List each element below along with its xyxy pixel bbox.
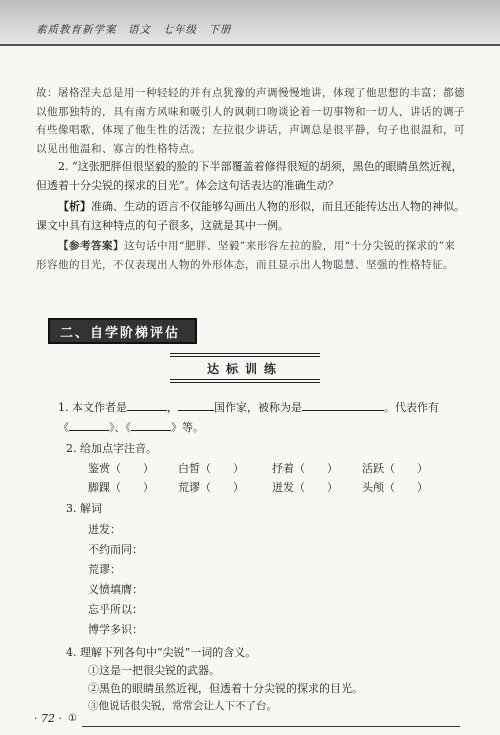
pinyin-item: 活跃（ ） (362, 462, 428, 475)
pinyin-item: 头颅（ ） (362, 481, 428, 494)
vocab-word: 不约而同： (88, 543, 143, 556)
q1-text-3: 国作家，被称为是 (214, 401, 302, 414)
analysis-label: 【析】 (58, 200, 91, 213)
vocab-word: 义愤填膺： (88, 583, 143, 596)
question-2: 2. “这张肥胖但很坚毅的脸的下半部覆盖着修得很短的胡须，黑色的眼睛虽然近视，但透着十分尖锐的探求的目光”。体会这句话表达的准确生动？ (36, 160, 463, 192)
analysis-text: 准确、生动的语言不仅能够勾画出人物的形似，而且还能传达出人物的神似。课文中具有这种特点的句子很多，这就是其中一例。 (36, 200, 465, 232)
section-banner (48, 318, 197, 344)
q1-text-2: ， (167, 401, 178, 414)
q1-text-5: 《 (58, 421, 69, 434)
pinyin-item: 荒谬（ ） (178, 481, 244, 494)
answer-line[interactable] (82, 712, 460, 727)
subtitle-box (170, 353, 320, 383)
section-banner-text: 二、自学阶梯评估 (60, 326, 181, 341)
page-header (0, 0, 500, 42)
pinyin-item: 鉴赏（ ） (88, 462, 154, 475)
subtitle-bottom-line-2 (170, 382, 320, 383)
sentence: ②黑色的眼睛虽然近视，但透着十分尖锐的探求的目光。 (88, 682, 363, 695)
question-1-line-2 (58, 418, 204, 437)
answer-mark: ① (68, 713, 77, 724)
analysis-paragraph-2 (36, 197, 466, 235)
vocab-word: 迸发： (88, 523, 121, 536)
question-4: 4. 理解下列各句中“尖锐”一词的含义。 (66, 646, 257, 659)
subtitle-bottom-line (170, 379, 320, 380)
blank-country[interactable] (178, 398, 214, 411)
sentence: ①这是一把很尖锐的武器。 (88, 664, 220, 677)
answer-text: 这句话中用“肥胖、坚毅”来形容左拉的脸，用“十分尖锐的探求的”来形容他的目光，不仅表现出人物的外形体态，而且显示出人物聪慧、坚强的性格特征。 (36, 240, 456, 271)
question-1 (58, 398, 439, 417)
subtitle: 达标训练 (206, 362, 283, 376)
pinyin-item: 迸发（ ） (272, 481, 338, 494)
sentence: ③他说话很尖锐，常常会让人下不了台。 (88, 700, 277, 712)
vocab-word: 博学多识： (88, 623, 143, 636)
blank-work-1[interactable] (69, 418, 109, 431)
blank-title[interactable] (302, 398, 384, 411)
page-number: · 72 · (34, 712, 62, 725)
subtitle-top-line-2 (170, 356, 320, 357)
vocab-word: 荒谬： (88, 563, 121, 576)
question-3: 3. 解词 (66, 502, 102, 515)
q1-text-4: 。代表作有 (384, 401, 439, 414)
pinyin-item: 白皙（ ） (178, 462, 244, 475)
q1-text-7: 》等。 (171, 421, 204, 434)
q1-text-6: 》、《 (109, 421, 131, 434)
blank-author[interactable] (127, 398, 167, 411)
blank-work-2[interactable] (131, 418, 171, 431)
q1-text-1: 1. 本文作者是 (58, 401, 127, 414)
pinyin-item: 脚踝（ ） (88, 481, 154, 494)
analysis-paragraph-1: 故：屠格涅夫总是用一种轻轻的并有点犹豫的声调慢慢地讲，体现了他思想的丰富；都德以他那独特的，具有南方风味和吸引人的讽刺口吻谈论着一切事物和一切人，讲话的调子有些像唱歌，体现了他生性的活泼；左拉很少讲话，声调总是很平静，句子也很温和，可以见出他温和、寡言的性格特点。 (36, 87, 465, 155)
reference-answer (36, 237, 466, 274)
answer-label: 【参考答案】 (58, 240, 124, 252)
subtitle-top-line (170, 353, 320, 354)
question-2b: 2. 给加点字注音。 (66, 442, 157, 455)
vocab-word: 忘乎所以： (88, 603, 143, 616)
header-title: 素质教育新学案 语文 七年级 下册 (36, 24, 232, 36)
pinyin-item: 抒着（ ） (272, 462, 338, 475)
